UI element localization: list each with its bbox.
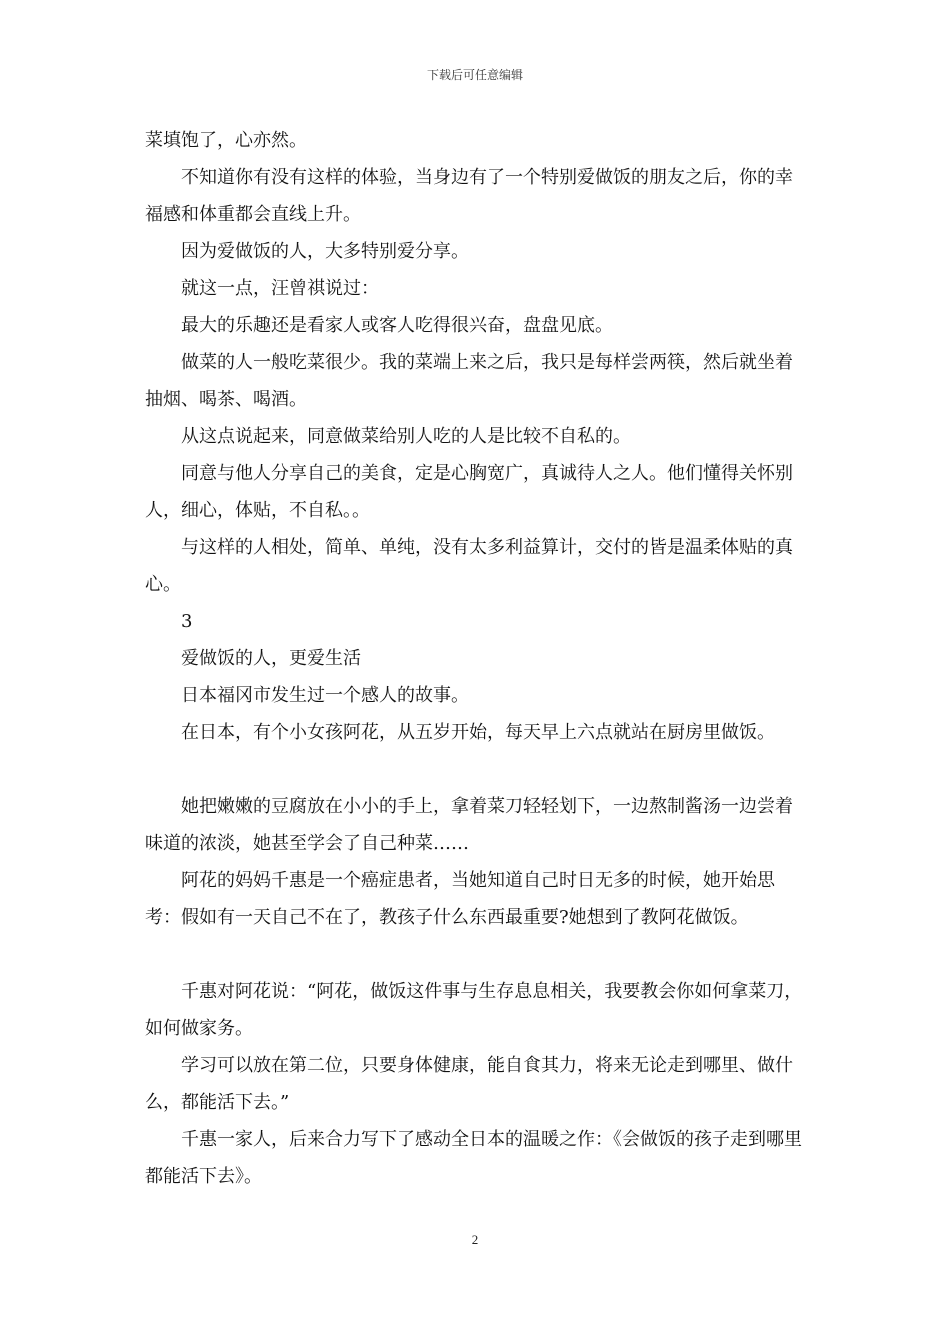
paragraph: 日本福冈市发生过一个感人的故事。 [181,685,469,706]
page-number: 2 [471,1232,479,1247]
paragraph: 从这点说起来，同意做菜给别人吃的人是比较不自私的。 [181,426,631,447]
paragraph: 就这一点，汪曾祺说过： [181,278,379,299]
section-heading: 爱做饭的人，更爱生活 [181,648,361,669]
page-header: 下载后可任意编辑 [426,68,523,82]
paragraph: 做菜的人一般吃菜很少。我的菜端上来之后，我只是每样尝两筷，然后就坐着抽烟、喝茶、喝酒。 [145,352,793,410]
paragraph: 学习可以放在第二位，只要身体健康，能自食其力，将来无论走到哪里、做什么，都能活下去。” [145,1055,793,1113]
paragraph: 最大的乐趣还是看家人或客人吃得很兴奋，盘盘见底。 [181,315,613,336]
paragraph: 因为爱做饭的人，大多特别爱分享。 [181,241,469,262]
paragraph: 与这样的人相处，简单、单纯，没有太多利益算计，交付的皆是温柔体贴的真心。 [145,537,793,595]
paragraph: 同意与他人分享自己的美食，定是心胸宽广，真诚待人之人。他们懂得关怀别人，细心，体贴，不自私。。 [145,463,793,521]
document-body [145,122,810,1195]
paragraph: 在日本，有个小女孩阿花，从五岁开始，每天早上六点就站在厨房里做饭。 [181,722,775,743]
paragraph-gap [145,751,810,788]
paragraph: 不知道你有没有这样的体验，当身边有了一个特别爱做饭的朋友之后，你的幸福感和体重都会直线上升。 [145,167,793,225]
paragraph: 千惠一家人，后来合力写下了感动全日本的温暖之作：《会做饭的孩子走到哪里都能活下去》。 [145,1129,802,1187]
paragraph-gap [145,936,810,973]
paragraph: 她把嫩嫩的豆腐放在小小的手上，拿着菜刀轻轻划下，一边熬制酱汤一边尝着味道的浓淡，她甚至学会了自己种菜…… [145,796,793,854]
paragraph: 阿花的妈妈千惠是一个癌症患者，当她知道自己时日无多的时候，她开始思考：假如有一天自己不在了，教孩子什么东西最重要?她想到了教阿花做饭。 [145,870,775,928]
paragraph: 千惠对阿花说：“阿花，做饭这件事与生存息息相关，我要教会你如何拿菜刀，如何做家务。 [145,981,803,1039]
paragraph: 菜填饱了，心亦然。 [145,130,307,151]
section-number: 3 [181,611,193,632]
